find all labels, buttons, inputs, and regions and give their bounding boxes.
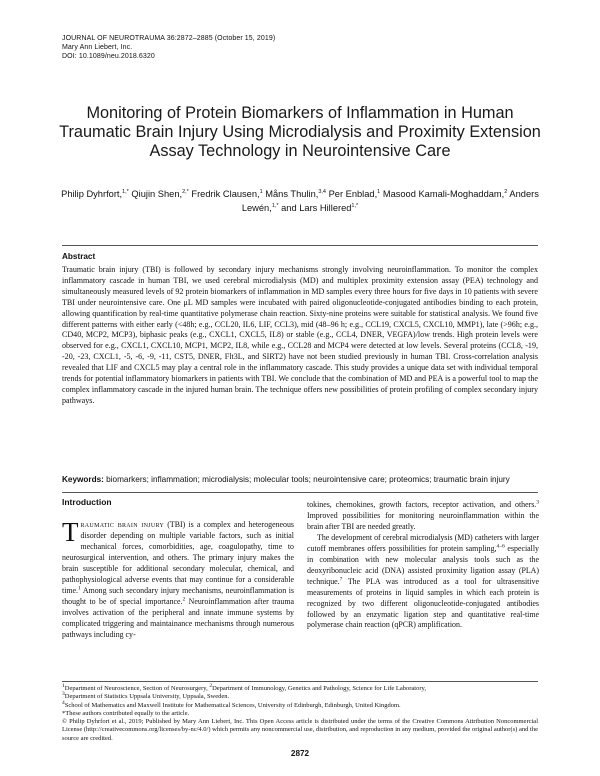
author-affiliation-marker: 1,*: [351, 202, 359, 209]
page-number: 2872: [290, 749, 310, 758]
affiliation-1: Department of Neuroscience, Section of Neurosurgery,: [64, 685, 210, 692]
author-name: Masood Kamali-Moghaddam,: [382, 189, 505, 199]
intro-text-8: The PLA was introduced as a tool for ultrasensitive measurements of proteins in liquid samples in which each protein is recognized by two different oligonucleotide-conjugated antibodies followed by an enzymatic ligation step and quantitative real-time polymerase chain reaction (qPCR) amplification.: [307, 576, 539, 630]
abstract-top-rule: [62, 245, 538, 246]
author-affiliation-marker: 2: [504, 188, 508, 195]
intro-column-left: [62, 517, 294, 640]
author-8: [281, 203, 358, 213]
author-affiliation-marker: 1,*: [271, 202, 279, 209]
intro-text-6: The development of cerebral microdialysis (MD) catheters with larger cutoff membranes offers possibilities for protein sampling,: [307, 532, 539, 553]
intro-smallcaps: raumatic brain injury: [80, 520, 165, 529]
ref-1: 1: [78, 585, 81, 592]
ref-3: 3: [536, 499, 539, 506]
author-name: Per Enblad,: [328, 189, 378, 199]
author-list: [56, 187, 544, 215]
intro-text-4: tokines, chemokines, growth factors, receptor activation, and others.: [307, 500, 537, 509]
intro-text-5: Improved possibilities for monitoring neuroinflammation within the brain after TBI are needed greatly.: [307, 510, 539, 531]
keywords-label: Keywords:: [62, 475, 104, 484]
author-name: Philip Dyhrfort,: [61, 189, 123, 199]
aff-2-marker: 2: [209, 682, 213, 689]
keywords: [62, 474, 538, 485]
affiliations: [62, 682, 538, 719]
dropcap: T: [62, 517, 79, 547]
footnote-rule: [62, 681, 538, 682]
aff-1-marker: 1: [62, 682, 65, 689]
author-affiliation-marker: 3,4: [318, 188, 326, 195]
author-6: [383, 189, 508, 199]
author-5: [329, 189, 381, 199]
author-name: Fredrik Clausen,: [191, 189, 260, 199]
abstract-text: Traumatic brain injury (TBI) is followed by secondary injury mechanisms strongly involving neuroinflammation. To monitor the complex inflammatory cascade in human TBI, we used cerebral microdialysis (MD) and multiplex proximity extension assay (PEA) technology and simultaneously measured levels of 92 protein biomarkers of inflammation in MD samples every three hours for five days in 10 patients with severe TBI under neurointensive care. One μL MD samples were incubated with paired oligonucleotide-conjugated antibodies binding to each protein, allowing quantification by real-time quantitative polymerase chain reaction. Sixty-nine proteins were suitable for statistical analysis. We found five different patterns with either early (<48h; e.g., CCL20, IL6, LIF, CCL3), mid (48–96 h; e.g., CCL19, CXCL5, CXCL10, MMP1), late (>96h; e.g., CD40, MCP2, MCP3), biphasic peaks (e.g., CXCL1, CXCL5, IL8) or stable (e.g., CCL4, DNER, VEGFA)/low trends. High protein levels were observed for e.g., CXCL1, CXCL10, MCP1, MCP2, IL8, while e.g., CCL28 and MCP4 were detected at low levels. Several proteins (CCL8, -19, -20, -23, CXCL1, -5, -6, -9, -11, CST5, DNER, Flt3L, and SIRT2) have not been studied previously in human TBI. Cross-correlation analysis revealed that LIF and CXCL5 may play a central role in the inflammatory cascade. This study provides a unique data set with individual temporal trends for potential inflammatory biomarkers in patients with TBI. We conclude that the combination of MD and PEA is a powerful tool to map the complex inflammatory cascade in the injured human brain. The technique offers new possibilities of protein profiling of complex secondary injury pathways.: [62, 265, 538, 405]
affiliation-3: Department of Statistics Uppsala University, Uppsala, Sweden.: [64, 693, 230, 701]
author-name: Måns Thulin,: [265, 189, 319, 199]
author-name: Anders Lewén,: [241, 189, 539, 213]
author-name: and Lars Hillered: [281, 203, 352, 213]
intro-text-3: Neuroinflammation after trauma involves activation of the peripheral and innate immune systems by complicated triggering and maintainance mechanisms through numerous pathways including cy-: [62, 596, 294, 639]
aff-4-marker: 4: [62, 699, 65, 706]
author-name: Qiujin Shen,: [131, 189, 183, 199]
intro-text-1: (TBI) is a complex and heterogeneous disorder depending on multiple variable factors, such as initial mechanical forces, comorbidities, age, coagulopathy, time to neurosurgical intervention, and others. The primary injury makes the brain susceptible for additional secondary molecular, chemical, and pathophysiological adverse events that may continue for a considerable time.: [62, 520, 294, 595]
ref-7: 7: [339, 576, 343, 583]
ref-2: 2: [182, 596, 186, 603]
intro-text-2: Among such secondary injury mechanisms, neuroinflammation is thought to be of special importance.: [62, 585, 294, 606]
journal-header: [62, 34, 275, 61]
author-affiliation-marker: 1: [259, 188, 263, 195]
author-affiliation-marker: 1: [377, 188, 381, 195]
intro-column-right: [307, 500, 539, 631]
affiliation-4: School of Mathematics and Maxwell Institute for Mathematical Sciences, University of Edinburgh, Edinburgh, United Kingdom.: [64, 701, 401, 709]
keywords-text: biomarkers; inflammation; microdialysis; molecular tools; neurointensive care; proteomics; traumatic brain injury: [106, 475, 510, 484]
aff-3-marker: 3: [62, 691, 65, 698]
article-title: Monitoring of Protein Biomarkers of Inflammation in Human Traumatic Brain Injury Using Microdialysis and Proximity Extension Assay Technology in Neurointensive Care: [59, 104, 541, 160]
author-1: [61, 189, 129, 199]
author-affiliation-marker: 2,*: [182, 188, 189, 195]
abstract-heading: Abstract: [62, 252, 96, 261]
ref-4-6: 4–6: [496, 543, 505, 550]
publisher: Mary Ann Liebert, Inc.: [62, 44, 133, 51]
doi: DOI: 10.1089/neu.2018.6320: [62, 53, 155, 60]
intro-text-7: especially in combination with new molecular analysis tools such as the deoxyribonucleic acid (DNA) assisted proximity ligation assay (PLA) technique.: [307, 543, 539, 586]
author-3: [191, 189, 262, 199]
author-4: [265, 189, 326, 199]
author-affiliation-marker: 1,*: [122, 188, 129, 195]
author-2: [131, 189, 188, 199]
introduction-heading: Introduction: [62, 497, 112, 507]
license-note: © Philip Dyhrfort et al., 2019; Published by Mary Ann Liebert, Inc. This Open Access article is distributed under the terms of the Creative Commons Attribution Noncommercial License (http://creativecommons.org/licenses/by-nc/4.0/) which permits any noncommercial use, distribution, and reproduction in any medium, provided the original author(s) and the source are credited.: [62, 718, 538, 742]
equal-contribution-note: *These authors contributed equally to the article.: [62, 710, 190, 718]
abstract-bottom-rule: [62, 492, 538, 493]
affiliation-2: Department of Immunology, Genetics and Pathology, Science for Life Laboratory,: [212, 685, 426, 692]
journal-citation: JOURNAL OF NEUROTRAUMA 36:2872–2885 (October 15, 2019): [62, 35, 276, 42]
